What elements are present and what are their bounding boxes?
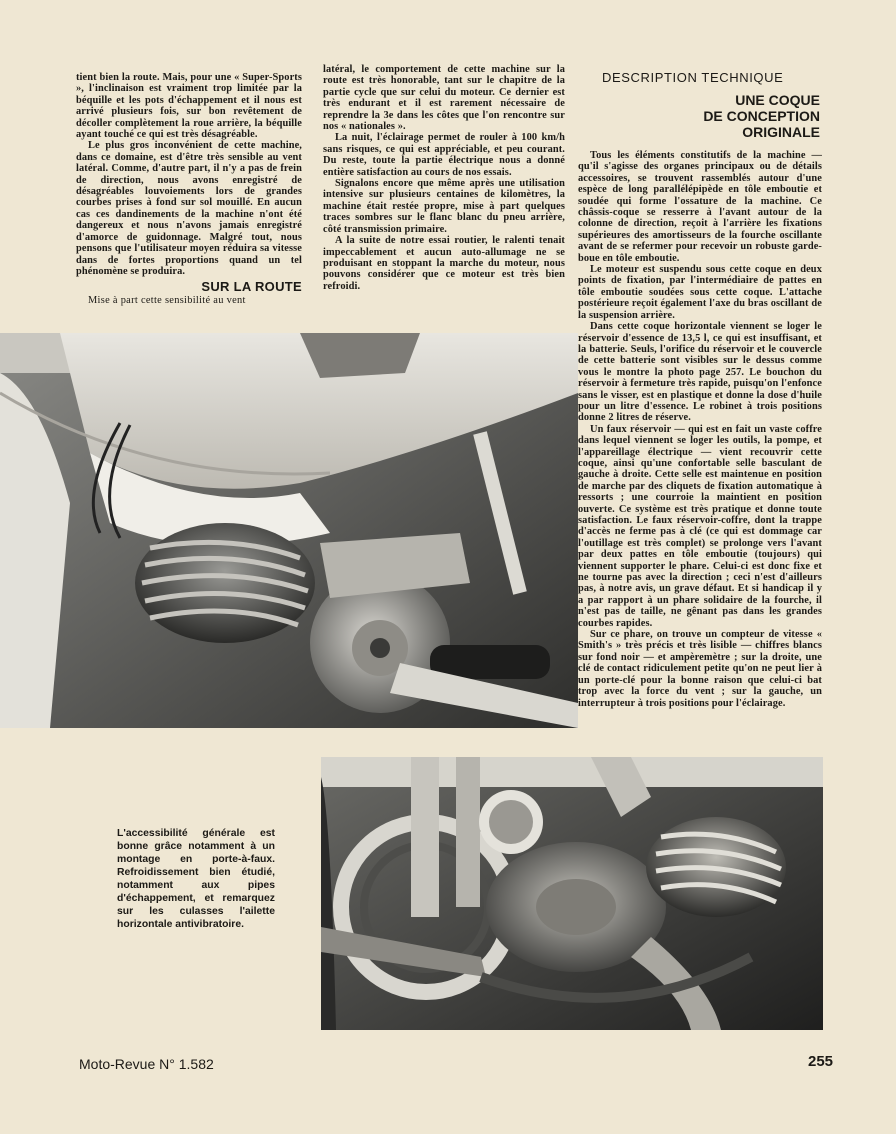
paragraph: Tous les éléments constitutifs de la machine — qu'il s'agisse des organes principaux ou de détails accessoires, se trouvent rassemblés autour d'une espèce de long parallélépipède en tôle emboutie et soudée qui forme l'ossature de la machine. Ce châssis-coque se resserre à l'avant autour de la colonne de direction, reçoit à l'arrière les fixations supérieures des amortisseurs de la fourche oscillante avant de se refermer pour recevoir un robuste garde-boue en tôle emboutie. (578, 150, 822, 264)
photo-caption: L'accessibilité générale est bonne grâce notamment à un montage en porte-à-faux. Refroidissement bien étudié, notamment aux pipes d'échappement, et remarquez sur les culasses l'ailette horizontale antivibratoire. (117, 828, 275, 930)
paragraph: Sur ce phare, on trouve un compteur de vitesse « Smith's » très précis et très lisible — chiffres blancs sur fond noir — et ampèremètre ; sur la droite, une clé de contact ridiculement petite qu'on ne peut lier à un porte-clé pour la bonne raison que celui-ci bat trop avec la force du vent ; sur la gauche, un interrupteur à trois positions pour l'éclairage. (578, 629, 822, 709)
paragraph: tient bien la route. Mais, pour une « Super-Sports », l'inclinaison est vraiment trop limitée par la béquille et les pots d'échappement et il nous est arrivé plusieurs fois, sur bon revêtement de décoller complètement la roue arrière, la béquille ayant touché ce qui est très désagréable. (76, 72, 302, 141)
paragraph: Signalons encore que même après une utilisation intensive sur plusieurs centaines de kilomètres, la machine était restée propre, mise à part quelques traces sombres sur le flanc blanc du pneu arrière, côté transmission primaire. (323, 178, 565, 235)
paragraph: La nuit, l'éclairage permet de rouler à 100 km/h sans risques, ce qui est appréciable, et peu courant. Du reste, toute la partie électrique nous a donné entière satisfaction au cours de nos essais. (323, 132, 565, 178)
section-heading-technical (640, 92, 820, 140)
engine-wheel-photo (321, 757, 823, 1030)
paragraph: Le plus gros inconvénient de cette machine, dans ce domaine, est d'être très sensible au vent latéral. Comme, d'autre part, il n'y a pas de frein de direction, nous avons enregistré de désagréables louvoiements lors de grandes courbes prises à fond sur sol mouillé. En aucun cas ces dandinements de la machine n'ont été dangereux et nous n'avons jamais enregistré d'amorce de guidonnage. Malgré tout, nous pensons que l'utilisateur moyen réduira sa vitesse dans de fortes proportions quand un tel phénomène se produira. (76, 140, 302, 277)
heading-line: UNE COQUE (735, 92, 820, 108)
paragraph-lead: Mise à part cette sensibilité au vent (88, 294, 246, 306)
paragraph: latéral, le comportement de cette machine sur la route est très honorable, tant sur le chapitre de la partie cycle que sur celui du moteur. Ce dernier est très endurant et il est rarement nécessaire de reprendre la 3e dans les côtes que l'on rencontre sur nos « nationales ». (323, 64, 565, 133)
magazine-issue: Moto-Revue N° 1.582 (79, 1056, 214, 1072)
article-column-3 (578, 150, 822, 709)
page-number: 255 (808, 1053, 834, 1070)
paragraph: Le moteur est suspendu sous cette coque en deux points de fixation, par l'intermédiaire de pattes en tôle emboutie soudées sous cette coque. L'attache postérieure reçoit également l'axe du bras oscillant de la suspension arrière. (578, 264, 822, 321)
section-heading-road: SUR LA ROUTE (201, 279, 302, 295)
heading-line: DE CONCEPTION (703, 108, 820, 124)
heading-line: ORIGINALE (742, 124, 820, 140)
section-label: DESCRIPTION TECHNIQUE (602, 70, 784, 85)
engine-photo (0, 333, 578, 728)
article-column-2 (323, 64, 565, 292)
paragraph: A la suite de notre essai routier, le ralenti tenait impeccablement et aucun auto-allumage ne se produisant en stoppant la marche du moteur, nous pouvons considérer que ce moteur est très bien refroidi. (323, 235, 565, 292)
paragraph: Un faux réservoir — qui est en fait un vaste coffre dans lequel viennent se loger les outils, la pompe, et l'appareillage électrique — vient recouvrir cette coque, ainsi qu'une confortable selle basculant de gauche à droite. Cette selle est maintenue en position de marche par des cliquets de fixation automatique à ressorts ; une courroie la maintient en position ouverte. Ce système est très pratique et donne toute satisfaction. Le faux réservoir-coffre, dont la trappe d'accès ne ferme pas à clé (ce qui est dommage car l'outillage est très complet) se prolonge vers l'avant par deux pattes en tôle emboutie (toujours) qui viennent supporter le phare. Celui-ci est donc fixe et ne tourne pas avec la direction ; ceci n'est d'ailleurs pas, à notre avis, un grave défaut. Et si handicap il y a par rapport à un phare solidaire de la fourche, il n'est pas de taille, ne gênant pas dans les grandes courbes rapides. (578, 423, 822, 629)
paragraph: Dans cette coque horizontale viennent se loger le réservoir d'essence de 13,5 l, ce qui est insuffisant, et la batterie. Seuls, l'orifice du réservoir et le couvercle de cette batterie sont visibles sur le dessus comme vous le montre la photo page 257. Le bouchon du réservoir à fermeture très rapide, puisqu'on l'enfonce sans le visser, est en plastique et donne la dose d'huile pour un litre d'essence. Le robinet à trois positions donne 2 litres de réserve. (578, 321, 822, 424)
article-column-1 (76, 72, 302, 306)
